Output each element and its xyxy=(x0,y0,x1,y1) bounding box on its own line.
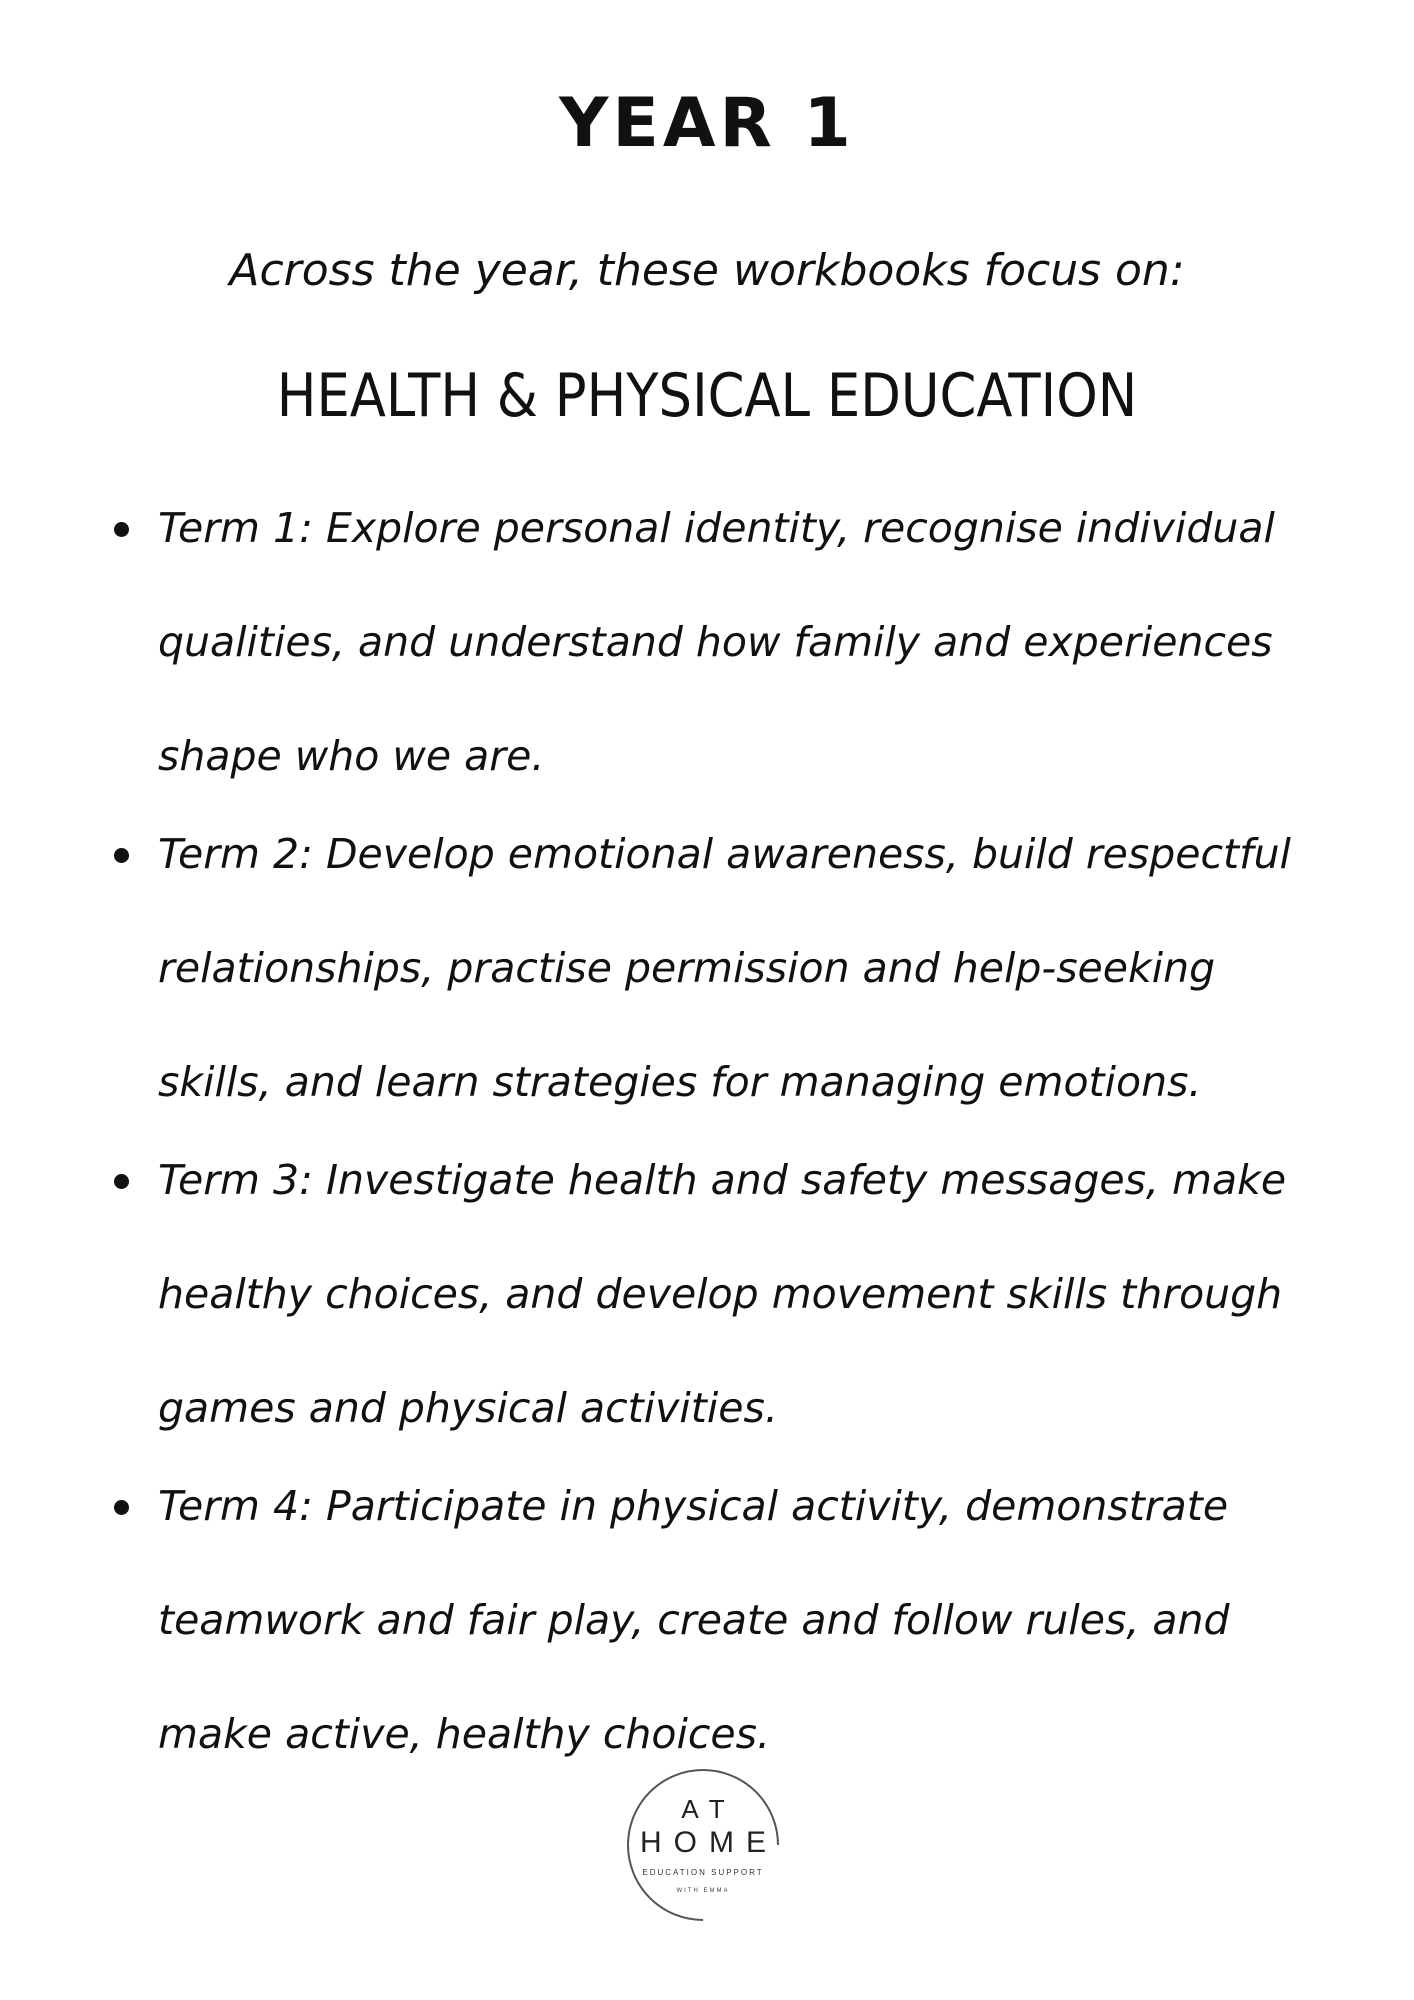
term-item xyxy=(108,471,1338,813)
bullet-icon xyxy=(114,848,129,863)
logo-with: WITH EMMA xyxy=(676,1888,730,1894)
term-list xyxy=(108,495,1338,1797)
logo xyxy=(608,1750,798,1940)
term-text: Term 3: Investigate health and safety messages, make healthy choices, and develop movement skills through games and physical activities. xyxy=(158,1156,1287,1432)
logo-at: AT xyxy=(681,1794,737,1824)
term-text: Term 4: Participate in physical activity, demonstrate teamwork and fair play, create and follow rules, and make active, healthy choices. xyxy=(158,1482,1230,1758)
logo-subtitle: EDUCATION SUPPORT xyxy=(642,1868,764,1877)
bullet-icon xyxy=(114,1500,129,1515)
term-item xyxy=(108,1449,1338,1791)
subject-heading: HEALTH & PHYSICAL EDUCATION xyxy=(276,361,1138,431)
term-item xyxy=(108,797,1338,1139)
page-title: YEAR 1 xyxy=(559,84,855,163)
bullet-icon xyxy=(114,1174,129,1189)
logo-home: HOME xyxy=(640,1826,778,1859)
term-text: Term 2: Develop emotional awareness, build respectful relationships, practise permission and help-seeking skills, and learn strategies for managing emotions. xyxy=(158,830,1291,1106)
term-item xyxy=(108,1123,1338,1465)
term-text: Term 1: Explore personal identity, recognise individual qualities, and understand how family and experiences shape who we are. xyxy=(158,504,1275,780)
bullet-icon xyxy=(114,522,129,537)
intro-text: Across the year, these workbooks focus on: xyxy=(229,245,1185,296)
